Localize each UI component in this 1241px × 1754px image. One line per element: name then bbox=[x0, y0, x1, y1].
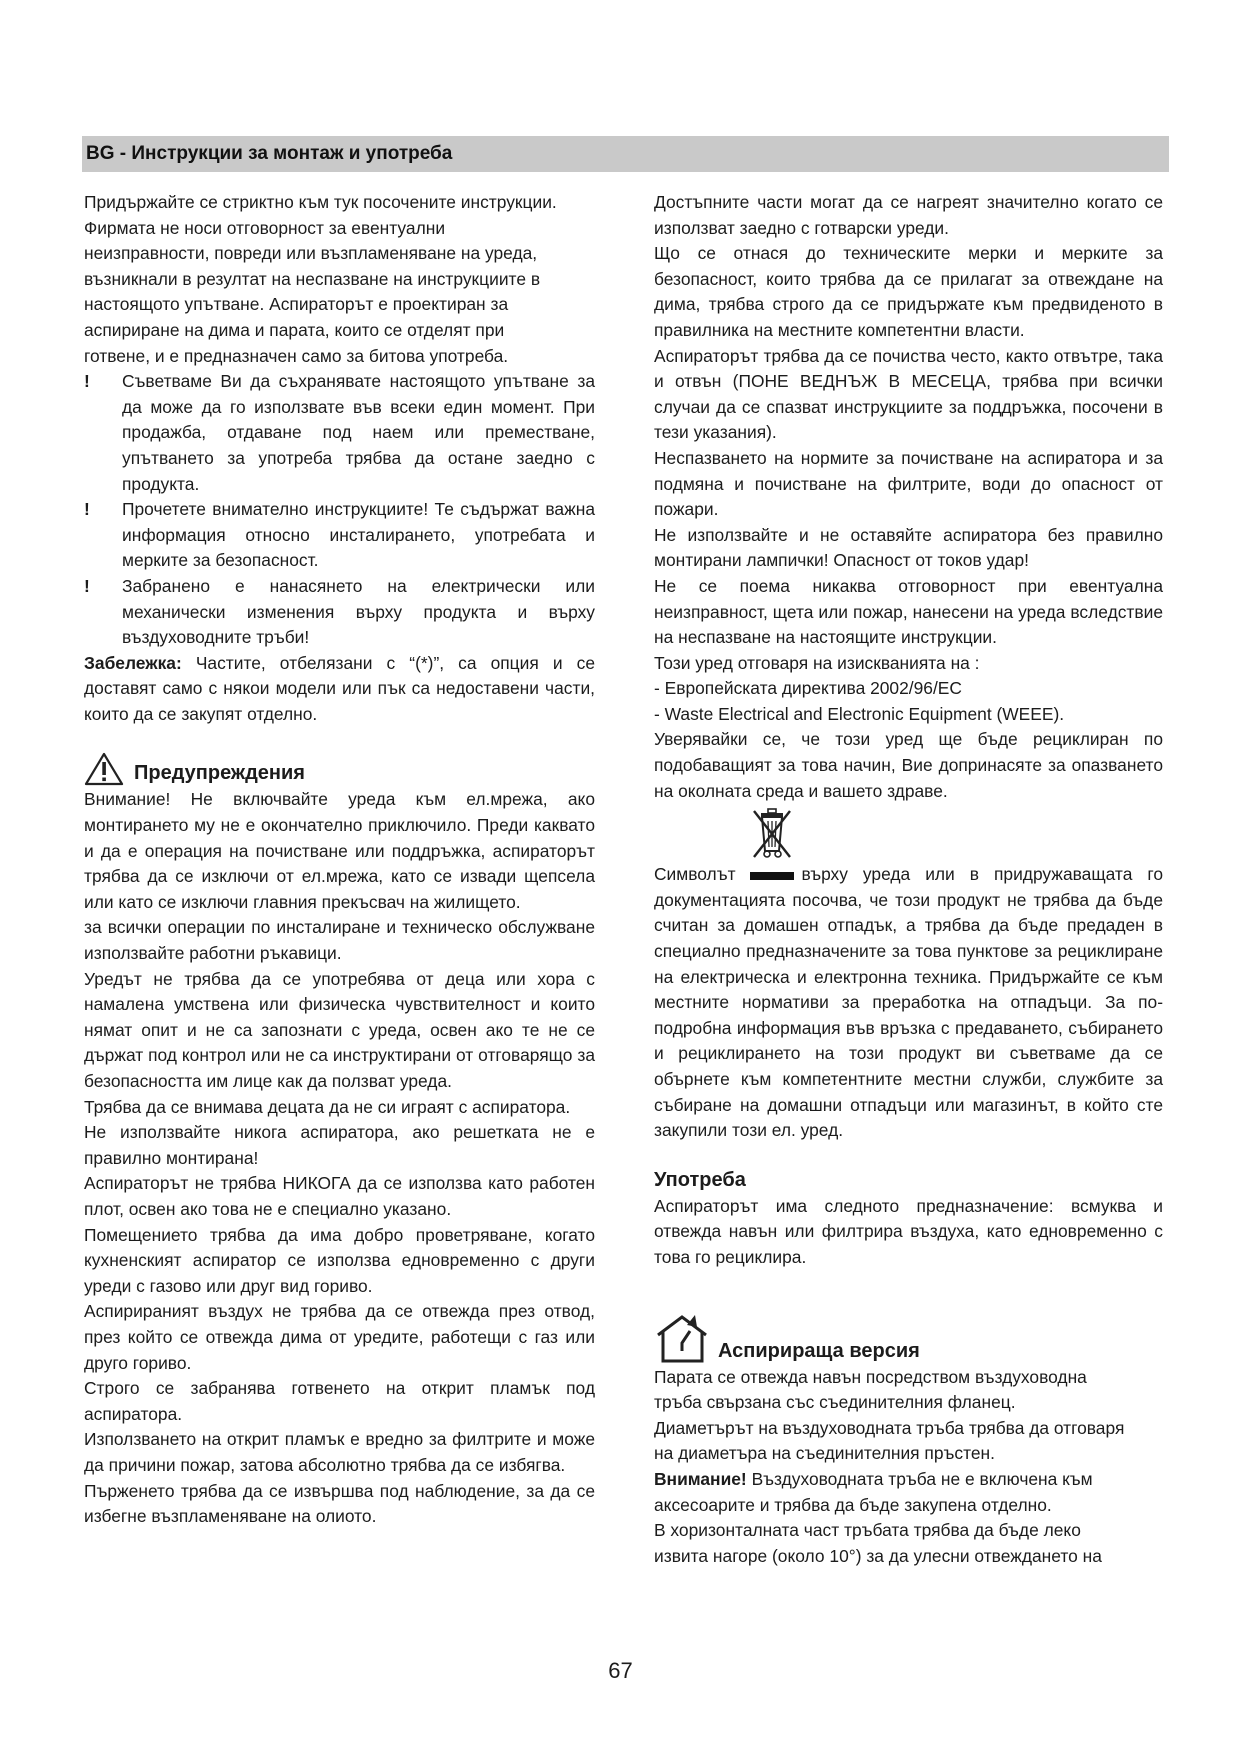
black-bar-symbol bbox=[750, 872, 794, 880]
intro-line: Фирмата не носи отговорност за евентуални bbox=[84, 217, 446, 238]
warning-paragraph: Аспираторът не трябва НИКОГА да се използва като работен плот, освен ако това не е специално указано. bbox=[84, 1173, 595, 1219]
safety-paragraph: Не се поема никаква отговорност при евентуална неизправност, щета или пожар, нанесени на уреда вследствие на неспазване на настоящите инструкции. bbox=[654, 575, 1163, 648]
warning-paragraph: Строго се забранява готвенето на открит пламък под аспиратора. bbox=[84, 1378, 595, 1424]
compliance-item: - Waste Electrical and Electronic Equipment (WEEE). bbox=[654, 703, 1065, 724]
attention-line: аксесоарите и трябва да бъде закупена отделно. bbox=[654, 1494, 1052, 1515]
compliance-intro: Този уред отговаря на изискванията на : bbox=[654, 652, 980, 673]
warning-paragraph: Използването на открит пламък е вредно за филтрите и може да причини пожар, затова абсолютно трябва да се избягва. bbox=[84, 1429, 595, 1475]
warning-paragraph: Помещението трябва да има добро проветряване, когато кухненският аспиратор се използва едновременно с други уреди с газово или друг вид гориво. bbox=[84, 1224, 595, 1296]
intro-line: неизправности, повреди или възпламеняване на уреда, bbox=[84, 243, 538, 264]
aspirating-title: Аспирираща версия bbox=[718, 1339, 920, 1362]
symbol-text: върху уреда или в придружаващата го документацията посочва, че този продукт не трябва да бъде считан за домашен отпадък, а трябва да бъде предаден в специално предназначените за това пунктове за рециклиране на електрическа и електронна техника. Придържайте се към местните нормативи за преработка на отпадъци. За по-подробна информация във връзка с предаването, събирането и рециклирането на този продукт ви съветваме да се обърнете към компетентните местни служби, службите за събиране на домашни отпадъци или магазинът, в който сте закупили този ел. уред. bbox=[654, 864, 1163, 1141]
note-label: Забележка: bbox=[84, 652, 182, 673]
attention-label: Внимание! bbox=[654, 1468, 747, 1489]
warning-paragraph: Пърженето трябва да се извършва под наблюдение, за да се избегне възпламеняване на олиото. bbox=[84, 1480, 595, 1527]
recycle-paragraph: Уверявайки се, че този уред ще бъде рециклиран по подобаващият за това начин, Вие допринасяте за опазването на околната среда и вашето здраве. bbox=[654, 729, 1163, 801]
bullet-item bbox=[84, 369, 595, 497]
safety-paragraph: Аспираторът трябва да се почиства често, както отвътре, така и отвън (ПОНЕ ВЕДНЪЖ В МЕСЕЦА, трябва при всички случаи да се спазват инструкциите за поддръжка, посочени в тези указания). bbox=[654, 345, 1163, 443]
intro-line: настоящото упътване. Аспираторът е проектиран за bbox=[84, 294, 509, 315]
left-column bbox=[84, 190, 595, 1530]
usage-title: Употреба bbox=[654, 1168, 746, 1191]
safety-paragraph: Не използвайте и не оставяйте аспиратора без правилно монтирани лампички! Опасност от токов удар! bbox=[654, 524, 1163, 571]
aspirating-line: на диаметъра на съединителния пръстен. bbox=[654, 1443, 995, 1464]
bullet-item bbox=[84, 497, 595, 574]
usage-paragraph: Аспираторът има следното предназначение: всмуква и отвежда навън или филтрира въздуха, като едновременно с това го рециклира. bbox=[654, 1195, 1163, 1267]
intro-line: Придържайте се стриктно към тук посочените инструкции. bbox=[84, 192, 557, 212]
note-text: Частите, отбелязани с “(*)”, са опция и се доставят само с някои модели или пък са недоставени части, които да се закупят отделно. bbox=[84, 652, 595, 724]
section-title: BG - Инструкции за монтаж и употреба bbox=[86, 143, 453, 164]
aspirating-line: Парата се отвежда навън посредством въздуховодна bbox=[654, 1366, 1087, 1387]
safety-paragraph: Що се отнася до техническите мерки и мерките за безопасност, които трябва да се прилагат за отвеждане на дима, трябва строго да се придържате към предвиденото в правилника на местните компетентни власти. bbox=[654, 243, 1163, 340]
intro-line: аспириране на дима и парата, които се отделят при bbox=[84, 319, 505, 340]
warning-paragraph: Аспирираният въздух не трябва да се отвежда през отвод, през който се отвежда дима от уредите, работещи с газ или друго гориво. bbox=[84, 1301, 595, 1373]
warnings-heading bbox=[84, 743, 595, 787]
warning-triangle-icon bbox=[84, 752, 124, 786]
house-duct-icon bbox=[654, 1311, 714, 1365]
exclamation-mark: ! bbox=[84, 499, 90, 520]
bullet-text: Съветваме Ви да съхранявате настоящото упътване за да може да го използвате във всеки един момент. При продажба, отдаване под наем или преместване, упътването за употреба трябва да остане заедно с продукта. bbox=[122, 371, 595, 494]
weee-symbol-row bbox=[654, 807, 1163, 862]
bullet-item bbox=[84, 574, 595, 651]
note-paragraph bbox=[84, 651, 595, 728]
safety-paragraph: Неспазването на нормите за почистване на аспиратора и за подмяна и почистване на филтрите, води до опасност от пожари. bbox=[654, 447, 1163, 520]
symbol-paragraph bbox=[654, 862, 1163, 1144]
section-header bbox=[82, 136, 1169, 172]
attention-line bbox=[654, 1467, 1163, 1493]
horizontal-line: извита нагоре (около 10°) за да улесни отвеждането на bbox=[654, 1545, 1102, 1566]
intro-block bbox=[84, 190, 595, 369]
attention-text: Въздуховодната тръба не е включена към bbox=[746, 1468, 1093, 1489]
exclamation-mark: ! bbox=[84, 575, 90, 596]
aspirating-line: Диаметърът на въздуховодната тръба трябва да отговаря bbox=[654, 1417, 1125, 1438]
crossed-bin-icon bbox=[749, 807, 795, 861]
aspirating-line: тръба свързана със съединителния фланец. bbox=[654, 1392, 1016, 1413]
intro-line: възникнали в резултат на неспазване на инструкциите в bbox=[84, 268, 541, 289]
warnings-title: Предупреждения bbox=[134, 762, 305, 785]
bullet-text: Забранено е нанасянето на електрически или механически изменения върху продукта и върху въздуховодните тръби! bbox=[122, 575, 595, 648]
aspirating-heading bbox=[654, 1311, 1163, 1365]
warning-paragraph: Уредът не трябва да се употребява от деца или хора с намалена умствена или физическа чувствителност и които нямат опит и не са запознати с уреда, освен ако те не се държат под контрол или не са инструктирани от отговарящо за безопасността им лице как да ползват уреда. bbox=[84, 968, 595, 1091]
right-column bbox=[654, 190, 1163, 1569]
warning-paragraph: за всички операции по инсталиране и техническо обслужване използвайте работни ръкавици. bbox=[84, 917, 595, 964]
page-number: 67 bbox=[608, 1658, 633, 1683]
exclamation-mark: ! bbox=[84, 371, 90, 392]
warning-paragraph: Не използвайте никога аспиратора, ако решетката не е правилно монтирана! bbox=[84, 1122, 595, 1168]
compliance-item: - Европейската директива 2002/96/ЕС bbox=[654, 678, 962, 699]
warning-paragraph: Трябва да се внимава децата да не си играят с аспиратора. bbox=[84, 1096, 571, 1117]
safety-paragraph: Достъпните части могат да се нагреят значително когато се използват заедно с готварски уреди. bbox=[654, 192, 1163, 238]
intro-line: готвене, и е предназначен само за битова употреба. bbox=[84, 345, 509, 366]
warning-paragraph: Внимание! Не включвайте уреда към ел.мрежа, ако монтирането му не е окончателно приключило. Преди каквато и да е операция на почистване или поддръжка, аспираторът трябва да се изключи от ел.мрежа, като се извади щепсела или като се изключи главния прекъсвач на жилището. bbox=[84, 789, 595, 912]
bullet-text: Прочетете внимателно инструкциите! Те съдържат важна информация относно инсталирането, употребата и мерките за безопасност. bbox=[122, 499, 595, 571]
symbol-prefix: Символът bbox=[654, 864, 736, 885]
horizontal-line: В хоризонталната част тръбата трябва да бъде леко bbox=[654, 1520, 1081, 1541]
